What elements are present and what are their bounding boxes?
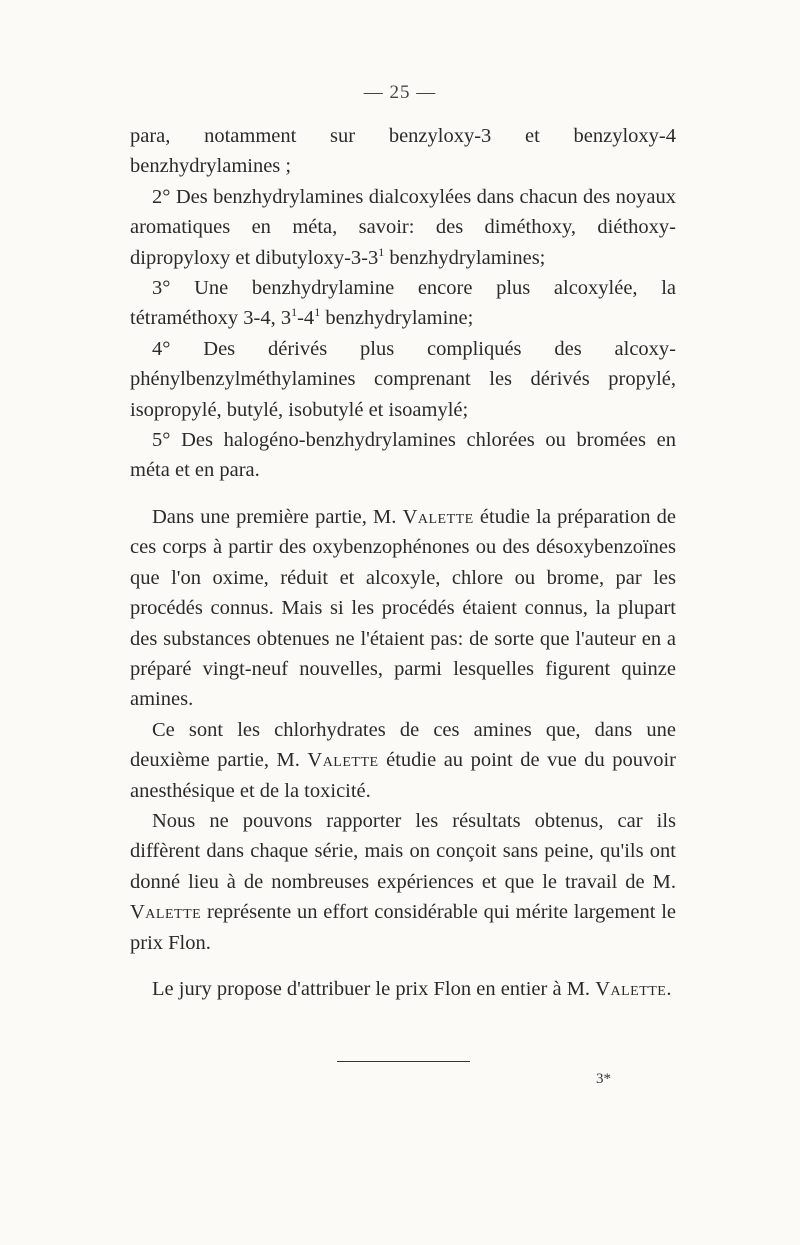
superscript: 1	[291, 305, 298, 320]
list-item-3	[130, 273, 676, 334]
author-name: Valette	[595, 977, 667, 1000]
paragraph-text: .	[666, 977, 672, 1000]
author-name: Valette	[307, 749, 379, 772]
paragraph-first-part	[130, 502, 676, 715]
author-name: Valette	[402, 505, 474, 528]
superscript: 1	[378, 244, 385, 259]
body-text	[130, 121, 676, 1004]
list-item-text: benzhydrylamine;	[320, 307, 474, 330]
paragraph-text: Dans une première partie, M.	[152, 505, 403, 528]
paragraph-jury	[130, 974, 676, 1004]
list-item-text: benzhydrylamines;	[384, 246, 546, 269]
paragraph-second-part	[130, 715, 676, 806]
paragraph-text: représente un effort considérable qui mérite largement le prix Flon.	[130, 901, 676, 954]
list-item-text: 3° Une benzhydrylamine encore plus alcoxylée, la tétraméthoxy 3-4, 3	[130, 277, 676, 330]
list-item-text: 2° Des benzhydrylamines dialcoxylées dans chacun des noyaux aromatiques en méta, savoir: des diméthoxy, diéthoxy-dipropyloxy et dibutyloxy-3-3	[130, 185, 676, 269]
paragraph-text: Le jury propose d'attribuer le prix Flon en entier à M.	[152, 977, 596, 1000]
author-name: Valette	[130, 901, 202, 924]
paragraph-text: Nous ne pouvons rapporter les résultats obtenus, car ils diffèrent dans chaque série, mais on conçoit sans peine, qu'ils ont donné lieu à de nombreuses expériences et que le travail de M.	[130, 809, 676, 893]
page-number: — 25 —	[363, 82, 437, 103]
list-item-5: 5° Des halogéno-benzhydrylamines chlorées ou bromées en méta et en para.	[130, 429, 676, 482]
paragraph-text: étudie au point de vue du pouvoir anesthésique et de la toxicité.	[130, 749, 676, 802]
paragraph-results	[130, 806, 676, 958]
list-item-text: -4	[297, 307, 315, 330]
paragraph-continuation: para, notamment sur benzyloxy-3 et benzyloxy-4 benzhydrylamines ;	[130, 125, 676, 178]
superscript: 1	[314, 305, 321, 320]
list-item-4: 4° Des dérivés plus compliqués des alcoxy-phénylbenzylméthylamines comprenant les dérivés propylé, isopropylé, butylé, isobutylé et isoamylé;	[130, 337, 676, 421]
paragraph-text: Ce sont les chlorhydrates de ces amines que, dans une deuxième partie, M.	[130, 718, 676, 772]
section-divider	[337, 1061, 470, 1062]
signature-mark: 3*	[596, 1071, 611, 1087]
list-item-2	[130, 182, 676, 273]
paragraph-text: étudie la préparation de ces corps à partir des oxybenzophénones ou des désoxybenzoïnes que l'on oxime, réduit et alcoxyle, chlore ou brome, par les procédés connus. Mais si les procédés étaient connus, la plupart des substances obtenues ne l'étaient pas: de sorte que l'auteur en a préparé vingt-neuf nouvelles, parmi lesquelles figurent quinze amines.	[130, 505, 676, 711]
